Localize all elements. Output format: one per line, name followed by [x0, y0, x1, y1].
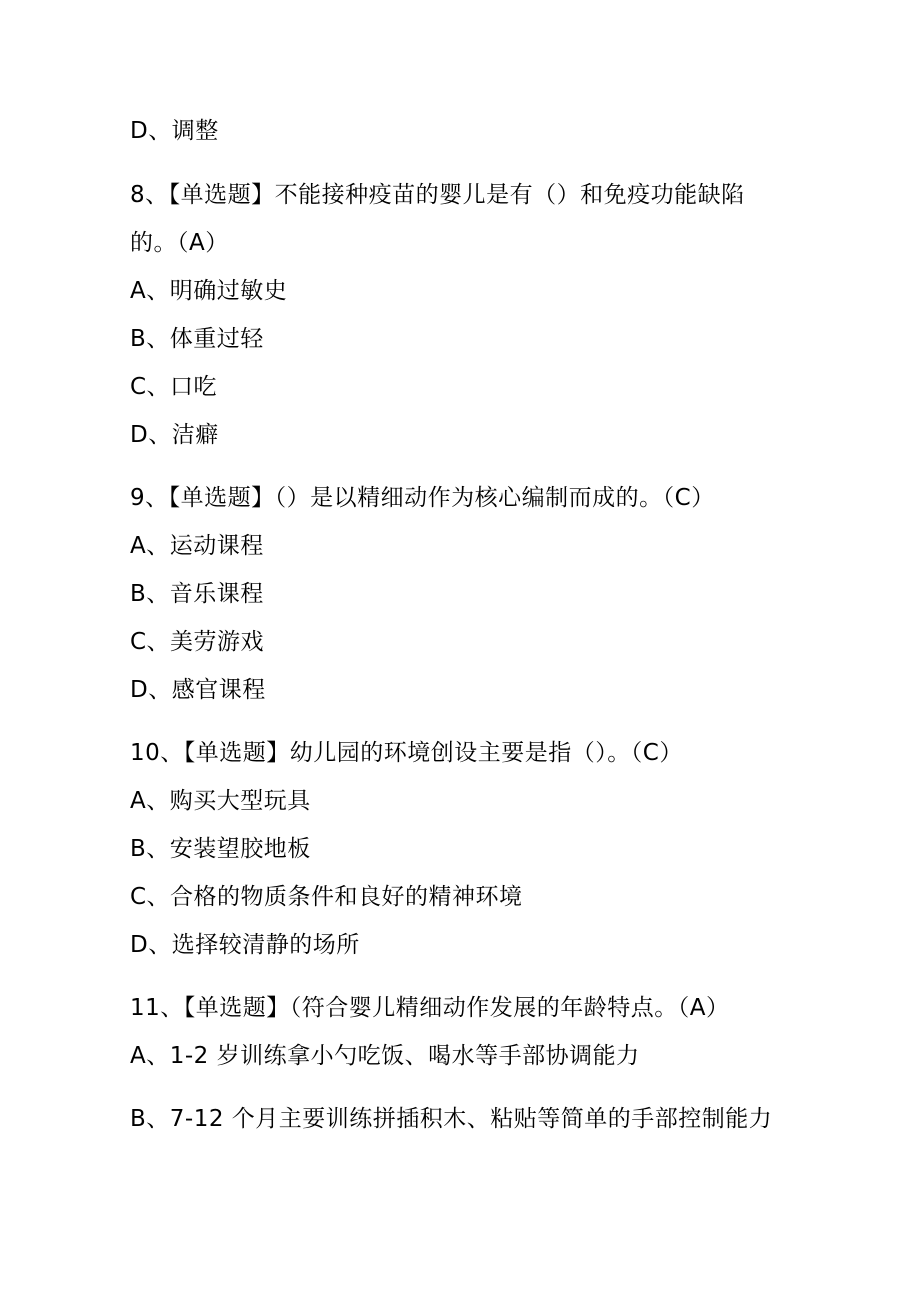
option-a-q10: A、购买大型玩具: [130, 788, 311, 814]
option-c-q10: C、合格的物质条件和良好的精神环境: [130, 884, 523, 910]
option-b-q9: B、音乐课程: [130, 581, 264, 607]
option-d-q8: D、洁癖: [130, 422, 219, 448]
option-a-q11: A、1-2 岁训练拿小勺吃饭、喝水等手部协调能力: [130, 1043, 640, 1069]
option-d-q7: D、调整: [130, 118, 219, 144]
question-9-text: 9、【单选题】（）是以精细动作为核心编制而成的。（C）: [130, 485, 715, 511]
option-b-q10: B、安装望胶地板: [130, 836, 311, 862]
option-b-q8: B、体重过轻: [130, 326, 264, 352]
question-8-text-cont: 的。（A）: [130, 230, 229, 256]
option-a-q9: A、运动课程: [130, 533, 264, 559]
option-d-q9: D、感官课程: [130, 677, 266, 703]
question-11-text: 11、【单选题】（符合婴儿精细动作发展的年龄特点。（A）: [130, 995, 730, 1021]
option-d-q10: D、选择较清静的场所: [130, 932, 360, 958]
option-c-q9: C、美劳游戏: [130, 629, 265, 655]
option-a-q8: A、明确过敏史: [130, 278, 288, 304]
option-b-q11: B、7-12 个月主要训练拼插积木、粘贴等简单的手部控制能力: [130, 1106, 773, 1132]
question-8-text: 8、【单选题】不能接种疫苗的婴儿是有（）和免疫功能缺陷: [130, 182, 745, 208]
option-c-q8: C、口吃: [130, 374, 218, 400]
question-10-text: 10、【单选题】幼儿园的环境创设主要是指（）。（C）: [130, 740, 683, 766]
